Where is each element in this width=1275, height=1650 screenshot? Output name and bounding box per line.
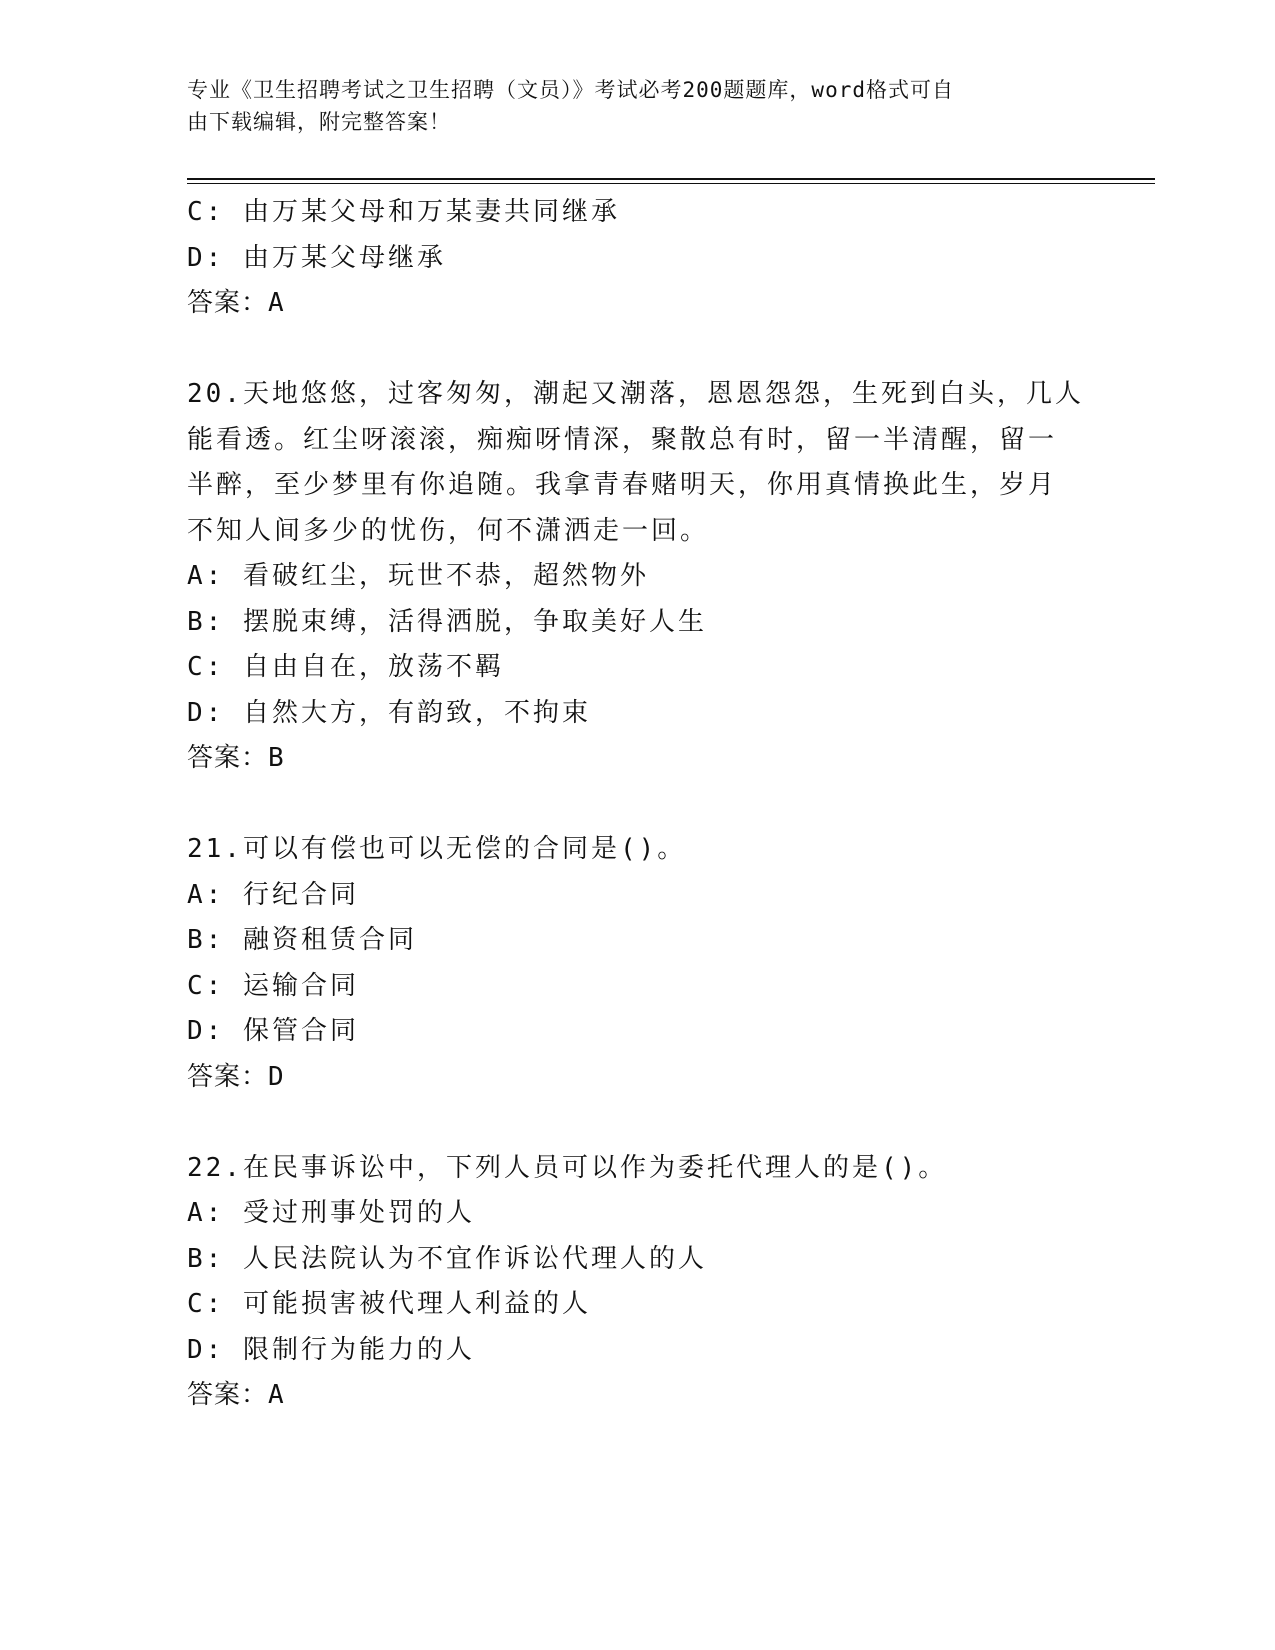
option-c: C: 运输合同 [187, 970, 359, 1001]
answer: 答案：A [187, 288, 285, 318]
spacer [187, 1100, 1087, 1146]
option-c: C: 可能损害被代理人利益的人 [187, 1289, 591, 1319]
spacer [187, 327, 1087, 373]
question-20 [187, 372, 1087, 782]
question-22 [187, 1146, 1087, 1419]
option-b: B: 摆脱束缚，活得洒脱，争取美好人生 [187, 606, 707, 637]
option-d: D: 自然大方，有韵致，不拘束 [187, 697, 591, 728]
header-divider-thin [187, 183, 1155, 184]
question-stem: 半醉，至少梦里有你追随。我拿青春赌明天，你用真情换此生，岁月 [187, 470, 1058, 500]
question-stem: 20.天地悠悠，过客匆匆，潮起又潮落，恩恩怨怨，生死到白头，几人 [187, 379, 1084, 409]
header-line-1: 专业《卫生招聘考试之卫生招聘（文员）》考试必考200题题库，word格式可自 [187, 78, 954, 102]
option-c: C: 自由自在，放荡不羁 [187, 652, 504, 682]
option-b: B: 人民法院认为不宜作诉讼代理人的人 [187, 1243, 707, 1274]
question-19-tail [187, 190, 1087, 327]
question-list [187, 190, 1087, 1419]
spacer [187, 782, 1087, 828]
header-line-2: 由下载编辑，附完整答案！ [187, 110, 451, 134]
question-stem: 21.可以有偿也可以无偿的合同是()。 [187, 834, 687, 864]
option-a: A: 受过刑事处罚的人 [187, 1198, 475, 1228]
option-d: D: 限制行为能力的人 [187, 1334, 475, 1365]
answer: 答案：D [187, 1061, 285, 1092]
question-stem: 不知人间多少的忧伤，何不潇洒走一回。 [187, 515, 710, 546]
option-d: D: 保管合同 [187, 1016, 359, 1046]
question-stem: 22.在民事诉讼中，下列人员可以作为委托代理人的是()。 [187, 1152, 948, 1183]
option-c: C: 由万某父母和万某妻共同继承 [187, 197, 620, 227]
option-b: B: 融资租赁合同 [187, 925, 417, 955]
question-stem: 能看透。红尘呀滚滚，痴痴呀情深，聚散总有时，留一半清醒，留一 [187, 424, 1058, 455]
question-21 [187, 827, 1087, 1100]
option-a: A: 看破红尘，玩世不恭，超然物外 [187, 561, 649, 591]
option-a: A: 行纪合同 [187, 879, 359, 910]
document-header [187, 74, 1067, 138]
answer: 答案：B [187, 743, 285, 773]
answer: 答案：A [187, 1380, 285, 1410]
header-divider [187, 178, 1155, 180]
option-d: D: 由万某父母继承 [187, 242, 446, 273]
